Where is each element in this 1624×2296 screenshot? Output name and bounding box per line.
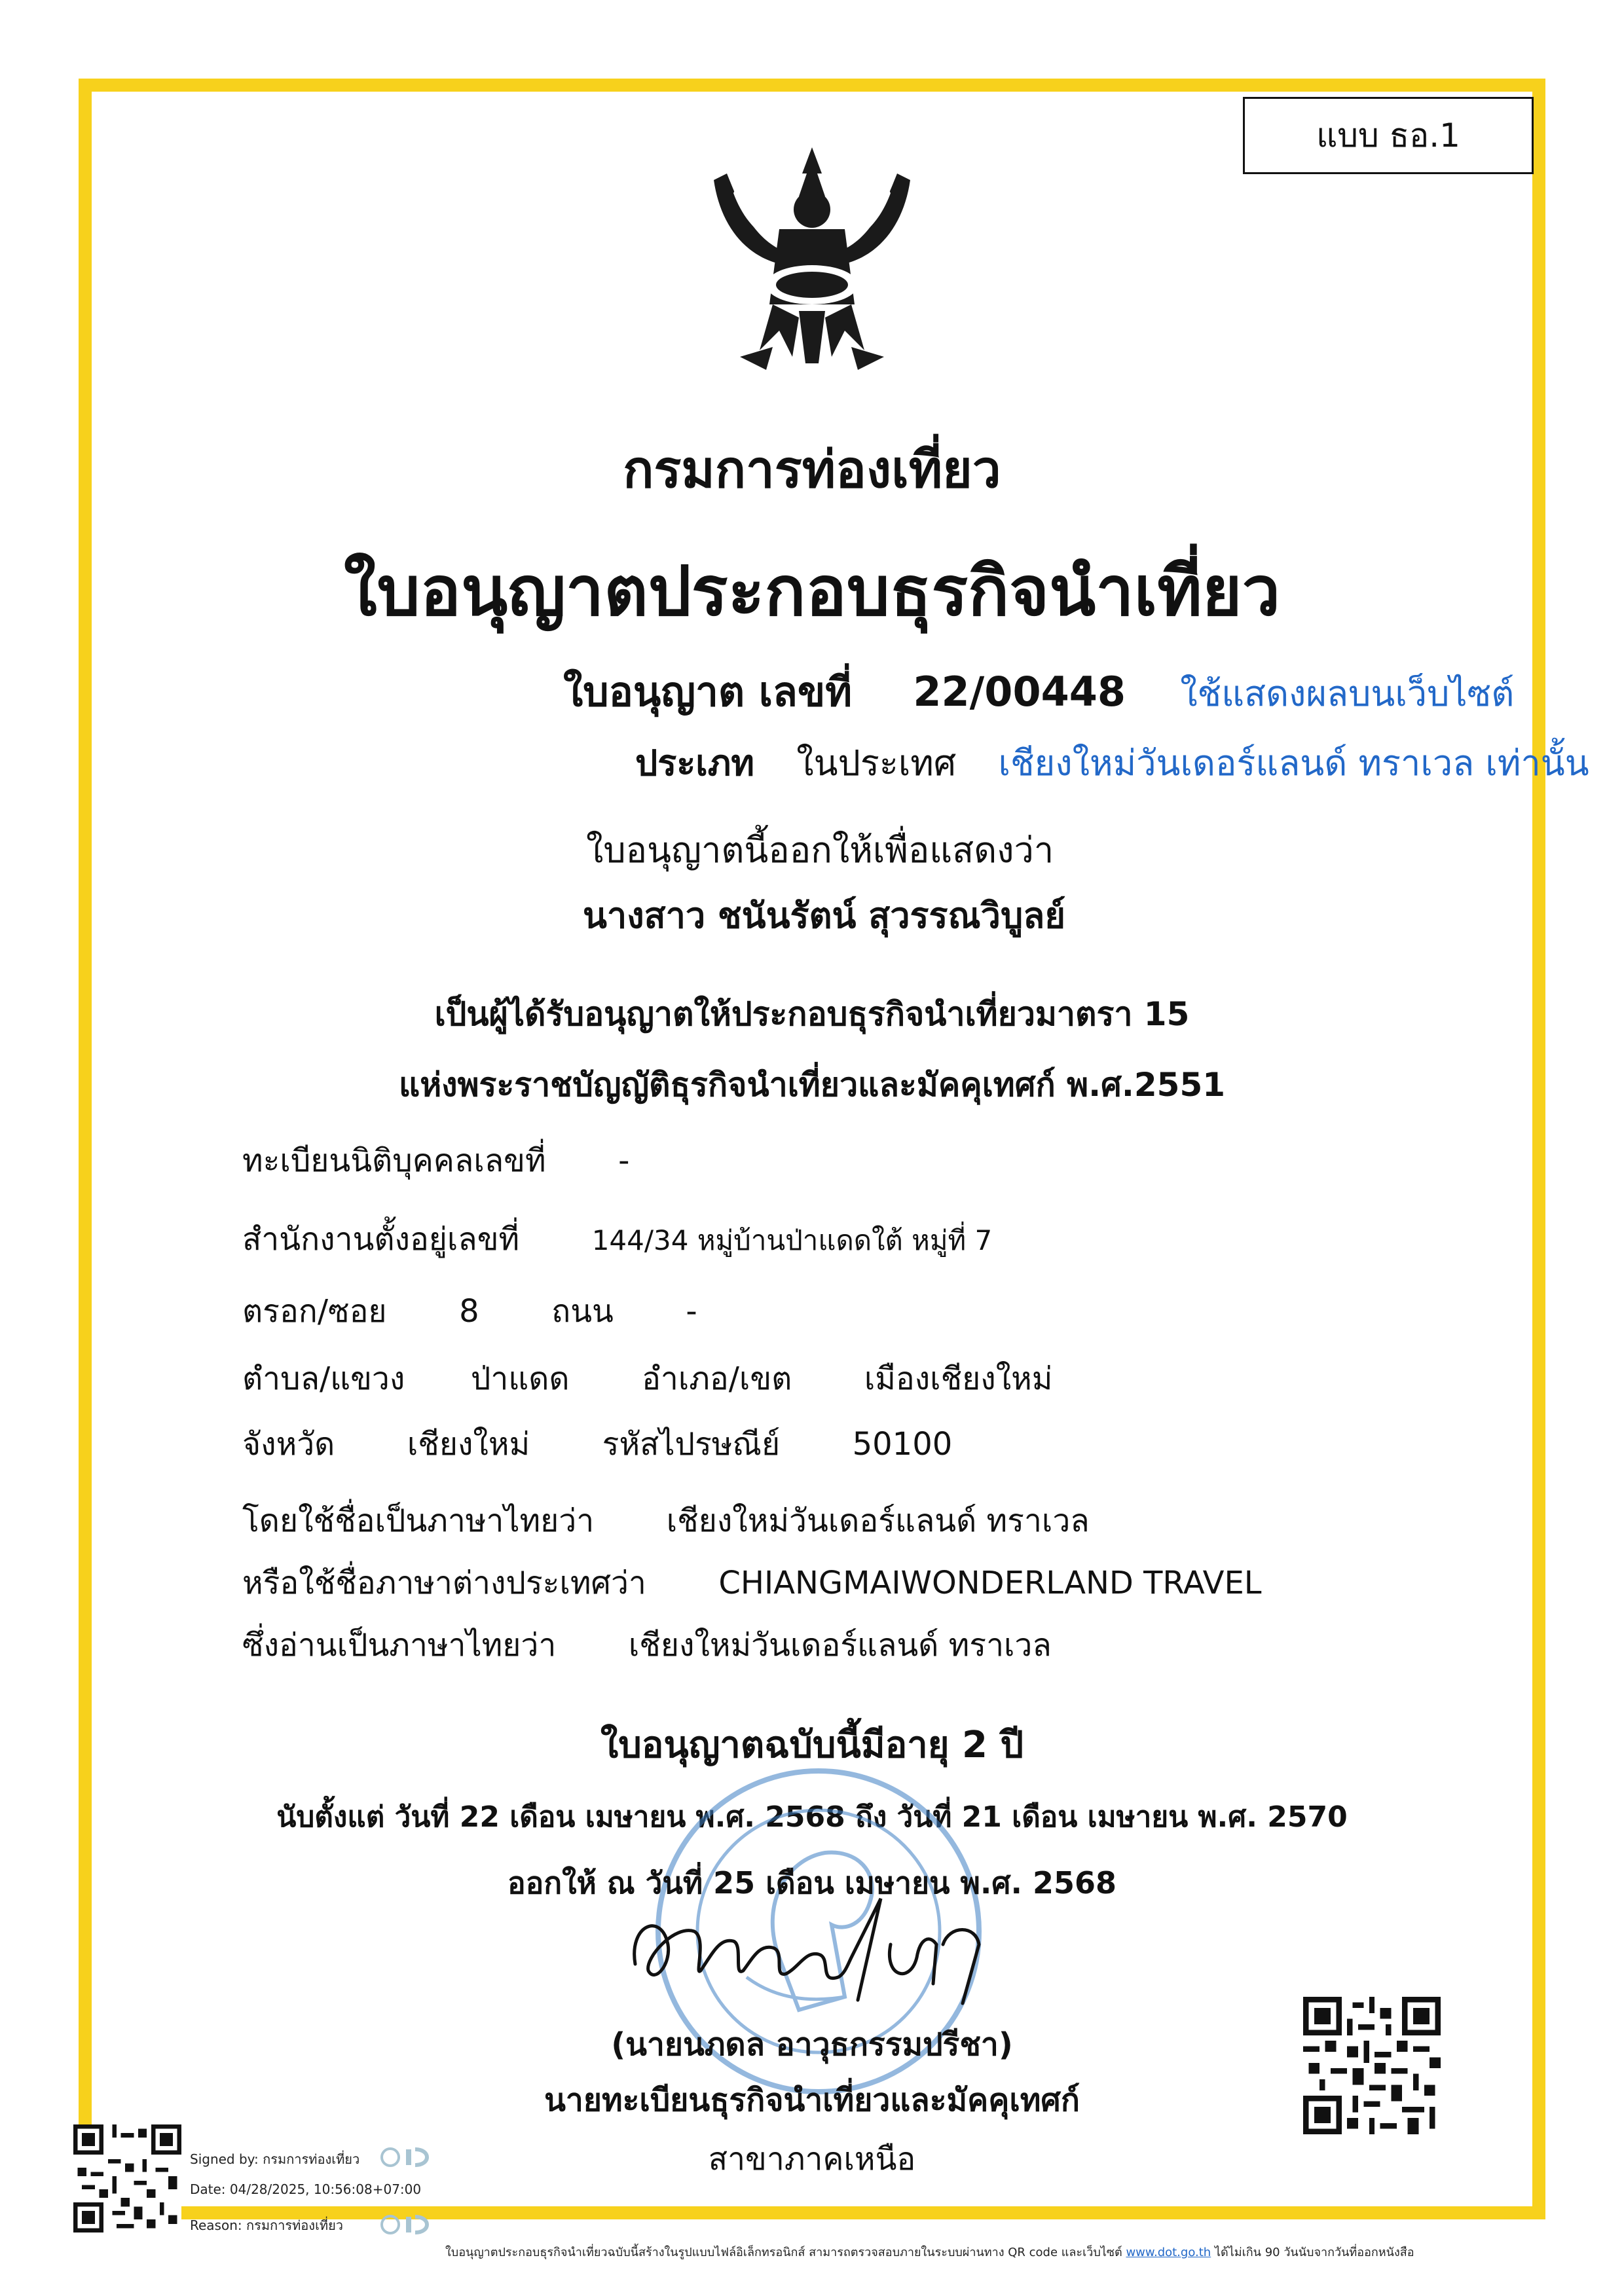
office-value: 144/34 หมู่บ้านป่าแดดใต้ หมู่ที่ 7 bbox=[591, 1224, 993, 1256]
foreign-name-value: CHIANGMAIWONDERLAND TRAVEL bbox=[718, 1565, 1262, 1601]
footer-website-link[interactable]: www.dot.go.th bbox=[1126, 2246, 1211, 2259]
license-number: 22/00448 bbox=[913, 668, 1126, 716]
garuda-emblem-icon bbox=[701, 134, 923, 383]
reading-line bbox=[242, 1620, 1052, 1670]
road-label: ถนน bbox=[551, 1293, 614, 1330]
license-number-line bbox=[563, 660, 1514, 724]
form-number-box bbox=[1243, 97, 1534, 174]
website-note: ใช้แสดงผลบนเว็บไซต์ bbox=[1180, 673, 1515, 714]
postcode-value: 50100 bbox=[852, 1426, 953, 1463]
statement-line-2: แห่งพระราชบัญญัติธุรกิจนำเที่ยวและมัคคุเทศก์ พ.ศ.2551 bbox=[398, 1066, 1226, 1104]
subdistrict-district-line bbox=[242, 1354, 1052, 1404]
signature-qr-code-icon bbox=[73, 2124, 181, 2232]
province-postcode-line bbox=[242, 1419, 952, 1469]
branch: สาขาภาคเหนือ bbox=[708, 2141, 916, 2178]
signed-reason: Reason: กรมการท่องเที่ยว bbox=[190, 2217, 344, 2233]
thai-name-label: โดยใช้ชื่อเป็นภาษาไทยว่า bbox=[242, 1503, 595, 1539]
thai-name-line bbox=[242, 1496, 1090, 1546]
thai-name-value: เชียงใหม่วันเดอร์แลนด์ ทราเวล bbox=[666, 1503, 1090, 1539]
license-type-note: เชียงใหม่วันเดอร์แลนด์ ทราเวล เท่านั้น bbox=[998, 742, 1589, 784]
license-number-label: ใบอนุญาต เลขที่ bbox=[563, 668, 853, 716]
signed-date: Date: 04/28/2025, 10:56:08+07:00 bbox=[190, 2181, 422, 2197]
subdistrict-label: ตำบล/แขวง bbox=[242, 1360, 405, 1397]
district-label: อำเภอ/เขต bbox=[642, 1360, 792, 1397]
signatory-title: นายทะเบียนธุรกิจนำเที่ยวและมัคคุเทศก์ bbox=[544, 2082, 1080, 2119]
validity: ใบอนุญาตฉบับนี้มีอายุ 2 ปี bbox=[600, 1724, 1024, 1766]
alley-label: ตรอก/ซอย bbox=[242, 1293, 387, 1330]
verification-logo-icon bbox=[378, 2144, 437, 2170]
issued-to-intro: ใบอนุญาตนี้ออกให้เพื่อแสดงว่า bbox=[586, 829, 1054, 871]
validity-period: นับตั้งแต่ วันที่ 22 เดือน เมษายน พ.ศ. 2568 ถึง วันที่ 21 เดือน เมษายน พ.ศ. 2570 bbox=[276, 1800, 1348, 1834]
juristic-label: ทะเบียนนิติบุคคลเลขที่ bbox=[242, 1142, 546, 1179]
office-label: สำนักงานตั้งอยู่เลขที่ bbox=[242, 1221, 520, 1258]
license-type-value: ในประเทศ bbox=[796, 742, 957, 784]
footer-text: ใบอนุญาตประกอบธุรกิจนำเที่ยวฉบับนี้สร้างในรูปแบบไฟล์อิเล็กทรอนิกส์ สามารถตรวจสอบภายในระบบผ่านทาง QR code และเว็บไซต์ bbox=[445, 2246, 1122, 2259]
license-type-label: ประเภท bbox=[635, 742, 754, 784]
postcode-label: รหัสไปรษณีย์ bbox=[602, 1426, 781, 1463]
license-type-line bbox=[635, 735, 1589, 791]
form-number: แบบ ธอ.1 bbox=[1316, 116, 1460, 155]
footer-text-end: ได้ไม่เกิน 90 วันนับจากวันที่ออกหนังสือ bbox=[1214, 2246, 1414, 2259]
alley-road-line bbox=[242, 1286, 697, 1336]
road-value: - bbox=[686, 1293, 697, 1330]
qr-code-icon bbox=[1303, 1997, 1441, 2134]
licensee-name: นางสาว ชนันรัตน์ สุวรรณวิบูลย์ bbox=[583, 895, 1065, 936]
signature-icon bbox=[622, 1886, 995, 2010]
juristic-value: - bbox=[618, 1142, 630, 1179]
office-line bbox=[242, 1214, 992, 1264]
signed-by: Signed by: กรมการท่องเที่ยว bbox=[190, 2151, 360, 2167]
district-value: เมืองเชียงใหม่ bbox=[864, 1360, 1053, 1397]
subdistrict-value: ป่าแดด bbox=[470, 1360, 570, 1397]
alley-value: 8 bbox=[459, 1293, 479, 1330]
foreign-name-label: หรือใช้ชื่อภาษาต่างประเทศว่า bbox=[242, 1565, 646, 1601]
reading-label: ซึ่งอ่านเป็นภาษาไทยว่า bbox=[242, 1627, 557, 1664]
province-label: จังหวัด bbox=[242, 1426, 335, 1463]
document-title: ใบอนุญาตประกอบธุรกิจนำเที่ยว bbox=[343, 551, 1281, 631]
juristic-line bbox=[242, 1136, 629, 1186]
department-name: กรมการท่องเที่ยว bbox=[623, 441, 1001, 500]
statement-line-1: เป็นผู้ได้รับอนุญาตให้ประกอบธุรกิจนำเที่ยวมาตรา 15 bbox=[434, 995, 1190, 1033]
footer-note bbox=[445, 2242, 1414, 2261]
foreign-name-line bbox=[242, 1558, 1262, 1608]
verification-logo-icon bbox=[378, 2212, 437, 2238]
signatory-name: (นายนภดล อาวุธกรรมปรีชา) bbox=[611, 2026, 1013, 2063]
province-value: เชียงใหม่ bbox=[407, 1426, 530, 1463]
issued-date: ออกให้ ณ วันที่ 25 เดือน เมษายน พ.ศ. 2568 bbox=[507, 1865, 1117, 1901]
reading-value: เชียงใหม่วันเดอร์แลนด์ ทราเวล bbox=[628, 1627, 1052, 1664]
